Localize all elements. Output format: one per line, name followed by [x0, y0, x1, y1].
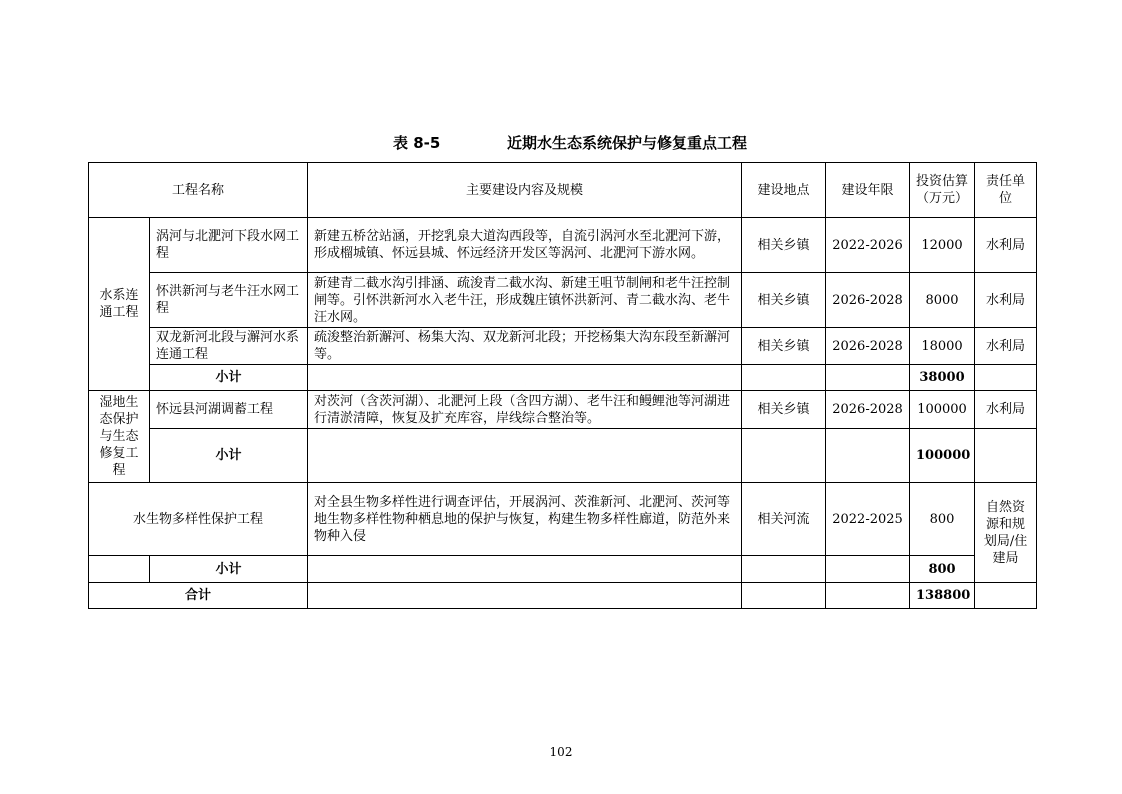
- category-cell: 水系连通工程: [89, 218, 150, 391]
- period-cell: 2026-2028: [826, 273, 910, 328]
- project-cell: 水生物多样性保护工程: [89, 483, 308, 556]
- content-cell: 对全县生物多样性进行调查评估，开展涡河、茨淮新河、北淝河、茨河等地生物多样性物种栖息地的保护与恢复，构建生物多样性廊道，防范外来物种入侵: [308, 483, 742, 556]
- total-label: 合计: [89, 583, 308, 609]
- total-row: [89, 583, 1037, 609]
- investment-cell: 18000: [910, 328, 975, 365]
- investment-cell: 800: [910, 483, 975, 556]
- project-cell: 双龙新河北段与澥河水系连通工程: [150, 328, 308, 365]
- table-row: [89, 273, 1037, 328]
- table-row: [89, 328, 1037, 365]
- total-value: 138800: [910, 583, 975, 609]
- content-cell: 疏浚整治新澥河、杨集大沟、双龙新河北段；开挖杨集大沟东段至新澥河等。: [308, 328, 742, 365]
- table-row: [89, 483, 1037, 556]
- project-cell: 怀远县河湖调蓄工程: [150, 391, 308, 429]
- page-number: 102: [549, 745, 573, 759]
- header-location: 建设地点: [742, 163, 826, 218]
- location-cell: 相关乡镇: [742, 273, 826, 328]
- subtotal-row: [89, 556, 1037, 583]
- table-row: [89, 218, 1037, 273]
- table-header-row: [89, 163, 1037, 218]
- subtotal-label: 小计: [150, 365, 308, 391]
- project-cell: 涡河与北淝河下段水网工程: [150, 218, 308, 273]
- table-row: [89, 391, 1037, 429]
- investment-cell: 8000: [910, 273, 975, 328]
- subtotal-row: [89, 429, 1037, 483]
- location-cell: 相关乡镇: [742, 391, 826, 429]
- content-cell: 新建青二截水沟引排涵、疏浚青二截水沟、新建王咀节制闸和老牛汪控制闸等。引怀洪新河水入老牛汪，形成魏庄镇怀洪新河、青二截水沟、老牛汪水网。: [308, 273, 742, 328]
- table-title: [0, 128, 1122, 154]
- responsible-cell: 水利局: [975, 273, 1037, 328]
- header-period: 建设年限: [826, 163, 910, 218]
- subtotal-label: 小计: [150, 429, 308, 483]
- subtotal-value: 100000: [910, 429, 975, 483]
- subtotal-value: 800: [910, 556, 975, 583]
- projects-table: [88, 162, 1037, 609]
- subtotal-label: 小计: [150, 556, 308, 583]
- project-cell: 怀洪新河与老牛汪水网工程: [150, 273, 308, 328]
- period-cell: 2022-2025: [826, 483, 910, 556]
- content-cell: 对茨河（含茨河湖）、北淝河上段（含四方湖）、老牛汪和鳗鲤池等河湖进行清淤清障，恢复及扩充库容，岸线综合整治等。: [308, 391, 742, 429]
- subtotal-row: [89, 365, 1037, 391]
- investment-cell: 12000: [910, 218, 975, 273]
- content-cell: 新建五桥岔站涵，开挖乳泉大道沟西段等，自流引涡河水至北淝河下游，形成榴城镇、怀远县城、怀远经济开发区等涡河、北淝河下游水网。: [308, 218, 742, 273]
- responsible-cell: 水利局: [975, 328, 1037, 365]
- header-investment: 投资估算（万元）: [910, 163, 975, 218]
- table-caption: 近期水生态系统保护与修复重点工程: [507, 134, 748, 152]
- header-content: 主要建设内容及规模: [308, 163, 742, 218]
- header-responsible: 责任单位: [975, 163, 1037, 218]
- period-cell: 2026-2028: [826, 328, 910, 365]
- location-cell: 相关河流: [742, 483, 826, 556]
- table-number: 表 8-5: [393, 134, 441, 152]
- period-cell: 2022-2026: [826, 218, 910, 273]
- responsible-cell: 自然资源和规划局/住建局: [975, 483, 1037, 583]
- period-cell: 2026-2028: [826, 391, 910, 429]
- investment-cell: 100000: [910, 391, 975, 429]
- responsible-cell: 水利局: [975, 391, 1037, 429]
- responsible-cell: 水利局: [975, 218, 1037, 273]
- category-cell: 湿地生态保护与生态修复工程: [89, 391, 150, 483]
- location-cell: 相关乡镇: [742, 218, 826, 273]
- location-cell: 相关乡镇: [742, 328, 826, 365]
- subtotal-value: 38000: [910, 365, 975, 391]
- header-project-name: 工程名称: [89, 163, 308, 218]
